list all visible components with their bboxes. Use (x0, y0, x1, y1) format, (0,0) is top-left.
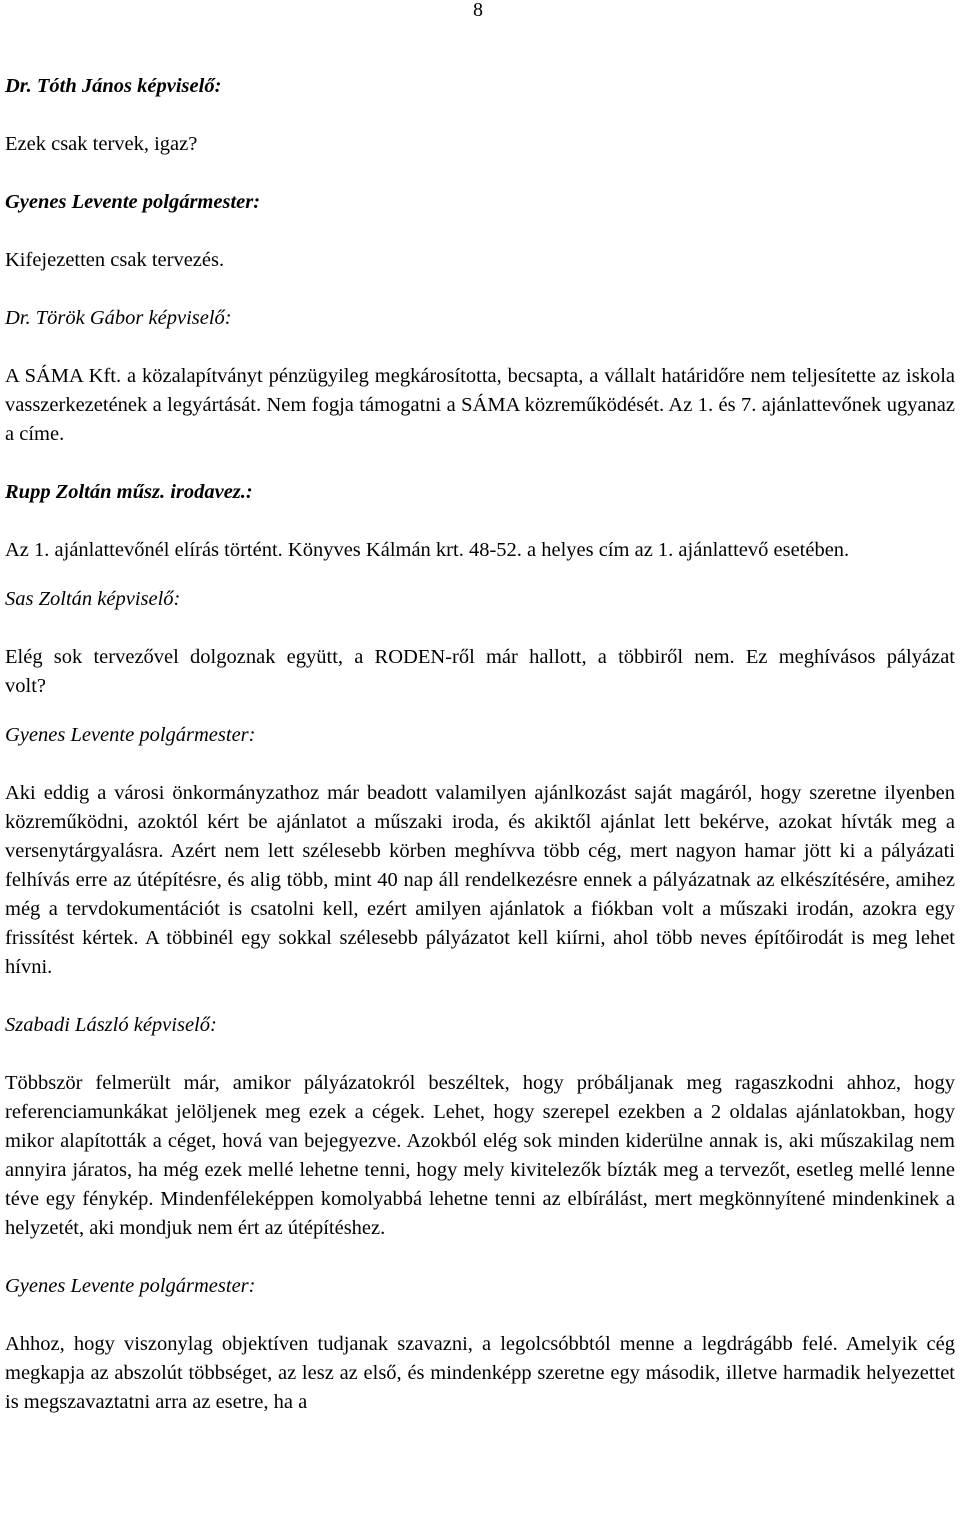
speech-paragraph: Az 1. ajánlattevőnél elírás történt. Könyves Kálmán krt. 48-52. a helyes cím az 1. ajánlattevő esetében. (5, 539, 850, 561)
page-number: 8 (473, 0, 483, 21)
speaker-label: Dr. Tóth János képviselő: (5, 75, 222, 97)
speaker-label: Szabadi László képviselő: (5, 1014, 217, 1036)
speaker-label: Rupp Zoltán műsz. irodavez.: (5, 481, 253, 503)
speaker-label: Gyenes Levente polgármester: (5, 724, 256, 746)
speech-paragraph: A SÁMA Kft. a közalapítványt pénzügyileg megkárosította, becsapta, a vállalt határidőre nem teljesítette az iskola vasszerkezetének a legyártását. Nem fogja támogatni a SÁMA közreműködését. Az 1. és 7. ajánlattevőnek ugyanaz a címe. (5, 365, 955, 445)
speech-paragraph: Többször felmerült már, amikor pályázatokról beszéltek, hogy próbáljanak meg ragaszkodni ahhoz, hogy referenciamunkákat jelöljenek meg ezek a cégek. Lehet, hogy szerepel ezekben a 2 oldalas ajánlatokban, hogy mikor alapították a céget, hová van bejegyezve. Azokból elég sok minden kiderülne annak is, aki műszakilag nem annyira járatos, ha még ezek mellé lehetne tenni, hogy mely kivitelezők bízták meg a tervezőt, esetleg mellé lenne téve egy fénykép. Mindenféleképpen komolyabbá lehetne tenni az elbírálást, mert megkönnyítené mindenkinek a helyzetét, aki mondjuk nem ért az útépítéshez. (5, 1072, 955, 1239)
speech-paragraph: Kifejezetten csak tervezés. (5, 249, 225, 271)
speech-paragraph: Ezek csak tervek, igaz? (5, 133, 198, 155)
speaker-label: Gyenes Levente polgármester: (5, 191, 261, 213)
speech-paragraph: Ahhoz, hogy viszonylag objektíven tudjanak szavazni, a legolcsóbbtól menne a legdrágább felé. Amelyik cég megkapja az abszolút többséget, az lesz az első, és mindenképp szeretne egy második, illetve harmadik helyezettet is megszavaztatni arra az esetre, ha a (5, 1333, 955, 1413)
speaker-label: Sas Zoltán képviselő: (5, 588, 181, 610)
transcript-body (5, 72, 955, 1446)
speaker-label: Gyenes Levente polgármester: (5, 1275, 256, 1297)
speech-paragraph: Aki eddig a városi önkormányzathoz már beadott valamilyen ajánlkozást saját magáról, hogy szeretne ilyenben közreműködni, azoktól kért be ajánlatot a műszaki iroda, és akiktől ajánlat lett bekérve, azokat hívták meg a versenytárgyalásra. Azért nem lett szélesebb körben meghívva több cég, mert nagyon hamar jött ki a pályázati felhívás erre az útépítésre, és alig több, mint 40 nap áll rendelkezésre ennek a pályázatnak az elkészítésére, amihez még a tervdokumentációt is csatolni kell, ezért amilyen ajánlatok a fiókban volt a műszaki irodán, azokra egy frissítést kértek. A többinél egy sokkal szélesebb pályázatot kell kiírni, ahol több neves építőirodát is meg lehet hívni. (5, 782, 955, 978)
speech-paragraph: Elég sok tervezővel dolgoznak együtt, a RODEN-ről már hallott, a többiről nem. Ez meghívásos pályázat volt? (5, 646, 955, 697)
speaker-label: Dr. Török Gábor képviselő: (5, 307, 232, 329)
